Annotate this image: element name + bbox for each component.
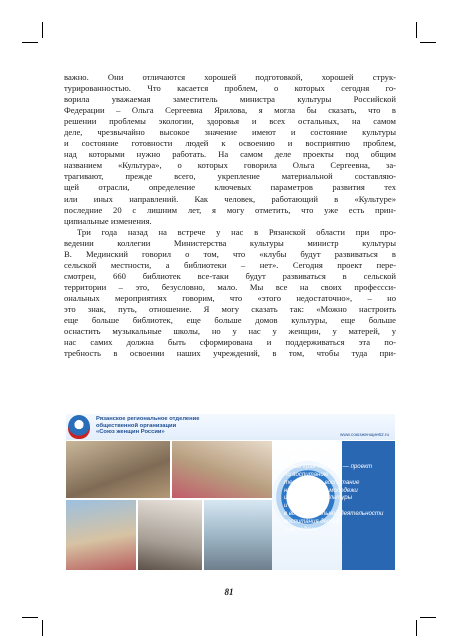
text-line: турированностью. Что касается проблем, о которых сегодня го-	[64, 83, 396, 94]
photo-banner	[66, 414, 395, 570]
text-line: В. Мединский говорил о том, что «клубы будут развиваться в	[64, 248, 396, 259]
text-line: еще больше библиотек, еще больше домов культуры, еще больше	[64, 315, 396, 326]
page-number: 81	[224, 587, 234, 597]
quote-panel	[272, 441, 395, 570]
quote-line: территории, воспитание	[284, 478, 360, 486]
organization-name: Рязанское региональное отделение общественной организации «Союз женщин России»	[96, 416, 200, 436]
text-line: над которыми нужно работать. На самом деле проекты под общим	[64, 149, 396, 160]
text-line: нас самих должна быть сформирована и поддерживаться эта по-	[64, 337, 396, 348]
quote-line: родины — охрана	[284, 454, 335, 462]
crop-mark-bottom-left-v	[42, 620, 43, 636]
quote-line: по воспитанию	[284, 470, 329, 478]
crop-mark-top-right-h	[420, 42, 436, 43]
photo-children-portrait	[66, 500, 136, 570]
text-line: деле, чрезвычайно высокое значение имеют и состояние культуры	[64, 127, 396, 138]
body-text	[64, 72, 396, 359]
paragraph-1	[64, 72, 396, 227]
quote-line: воспитания детей	[284, 518, 339, 526]
crop-mark-bottom-right-v	[416, 620, 417, 636]
crop-mark-top-left-h	[22, 42, 38, 43]
text-line: ведении коллегии Министерства культуры министр культуры	[64, 237, 396, 248]
text-line: и состояние готовности людей к освоению и восприятию проблем,	[64, 138, 396, 149]
banner-header	[66, 414, 395, 440]
text-line: трагивают, прежде всего, укрепление материальной составляю-	[64, 171, 396, 182]
quote-line: наших детей и молодежи	[284, 486, 358, 494]
text-line: Федерации – Ольга Сергеевна Ярилова, я могла бы сказать, что в	[64, 105, 396, 116]
text-line: или иных направлений. Как человек, работающий в «Культуре»	[64, 193, 396, 204]
quote-line: и образования	[284, 502, 326, 510]
crop-mark-top-left-v	[42, 22, 43, 38]
text-line: территории – это, безусловно, мало. Мы все на своих профессси-	[64, 281, 396, 292]
text-line: щей отрасли, определение ключевых параметров развития тех	[64, 182, 396, 193]
text-line: смотрен, 660 библиотек все-таки будут развиваться в сельской	[64, 270, 396, 281]
crop-mark-bottom-left-h	[22, 617, 38, 618]
quote-line: и укрепление культуры	[284, 494, 353, 502]
text-line: требность в освоении наших учреждений, в том, чтобы туда при-	[64, 348, 396, 359]
text-line: названием «Культура», о которых говорила Ольга Сергеевна, за-	[64, 160, 396, 171]
quote-line: и молодежи	[284, 526, 318, 534]
text-line: решении проблемы экологии, здоровья и всех остальных, на самом	[64, 116, 396, 127]
crop-mark-top-right-v	[416, 22, 417, 38]
photo-children-group	[172, 441, 272, 498]
crop-mark-bottom-right-h	[420, 617, 436, 618]
quote-line: в воспитательной деятельности	[284, 510, 384, 518]
project-quote	[284, 447, 392, 534]
text-line: важно. Они отличаются хорошей подготовкой, хорошей струк-	[64, 72, 396, 82]
photo-library-reading	[204, 500, 272, 570]
text-line: это знак, путь, отношение. Я могу сказать так: «Можно настроить	[64, 303, 396, 314]
quote-line: «Отчизна моей	[284, 447, 330, 454]
text-line: ональных мероприятиях говорим, что «этого недостаточно», – но	[64, 292, 396, 303]
website-address: www.союзженщин62.ru	[340, 432, 389, 437]
text-line: ворила уважаемая заместитель министра культуры Российской	[64, 94, 396, 105]
text-line: оснастить музыкальные школы, но у нас у женщин, у матерей, у	[64, 326, 396, 337]
paragraph-2	[64, 227, 396, 360]
text-line: ципиальные изменения.	[64, 215, 152, 226]
quote-line: моего края Россия» — проект	[284, 462, 373, 470]
photo-girl-drawing	[138, 500, 202, 570]
photo-event-hall	[66, 441, 170, 498]
text-line: сельской местности, а библиотеки – нет». Сегодня проект пере-	[64, 259, 396, 270]
text-line: Три года назад на встрече у нас в Рязанской области при про-	[77, 226, 396, 237]
organization-emblem-icon	[68, 415, 90, 439]
photo-collage	[66, 441, 272, 570]
text-line: последние 20 с лишним лет, я могу отметить, что уже есть прин-	[64, 204, 396, 215]
